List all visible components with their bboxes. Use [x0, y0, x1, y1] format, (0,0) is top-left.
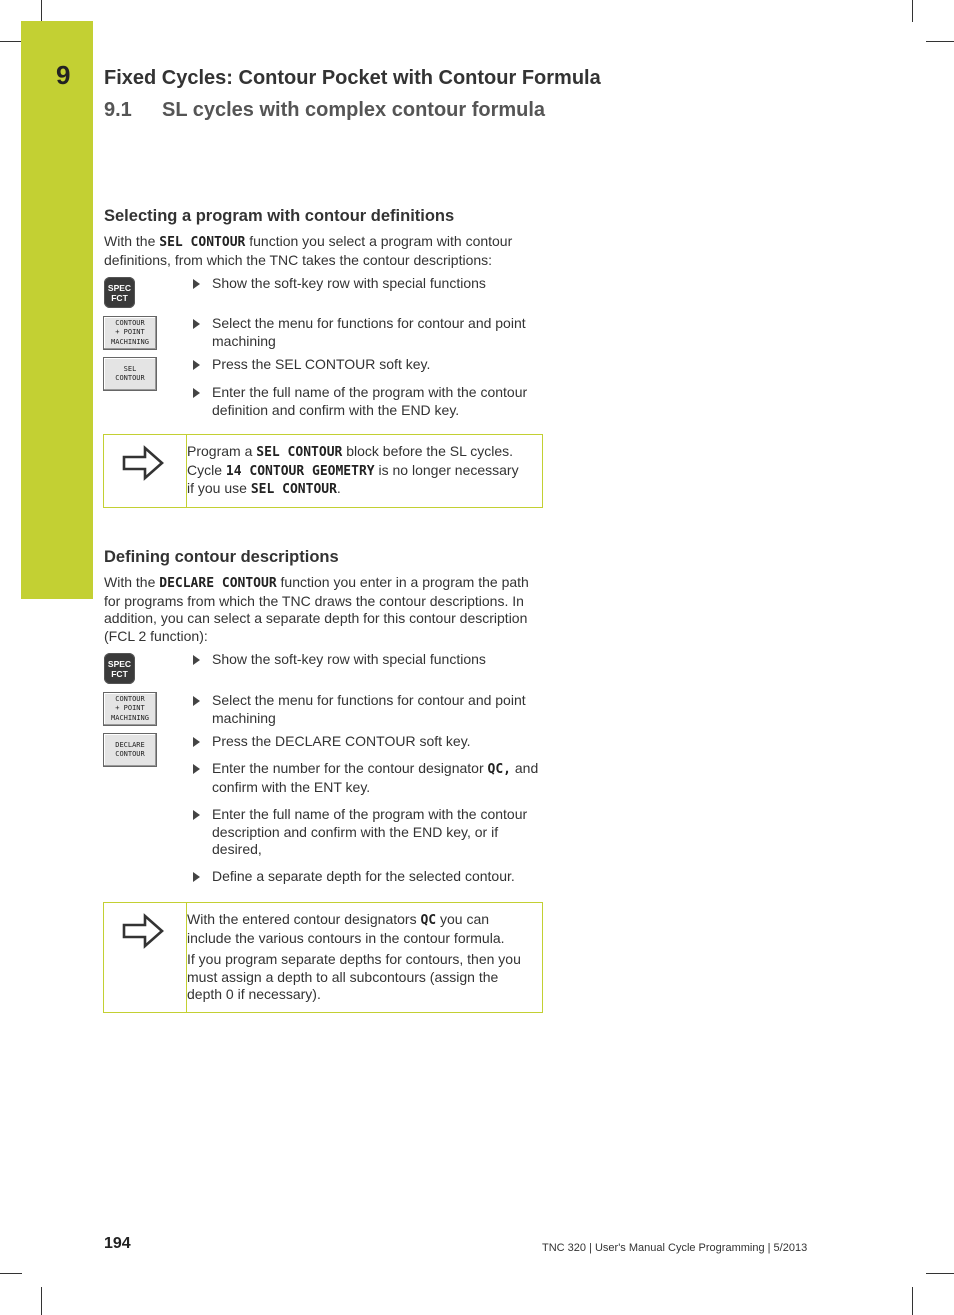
bullet-triangle-icon	[193, 388, 200, 398]
text: Program a	[187, 443, 257, 459]
crop-mark	[926, 1273, 954, 1274]
code: SEL CONTOUR	[256, 445, 343, 460]
code-qc: QC,	[487, 762, 511, 777]
step-item	[193, 356, 543, 374]
note-box	[103, 434, 543, 508]
step-text: Define a separate depth for the selected contour.	[212, 868, 515, 884]
key-label: FCT	[111, 668, 128, 679]
step-item	[193, 760, 543, 796]
crop-mark	[926, 41, 954, 42]
contour-point-machining-softkey[interactable]	[103, 692, 157, 726]
sel-intro	[104, 233, 549, 269]
code-qc: QC	[420, 913, 437, 928]
step-text: Enter the full name of the program with the contour definition and confirm with the END key.	[212, 384, 528, 418]
crop-mark	[912, 1287, 913, 1315]
page-number: 194	[104, 1235, 131, 1252]
section-title-text: SL cycles with complex contour formula	[162, 99, 546, 121]
bullet-triangle-icon	[193, 872, 200, 882]
bullet-triangle-icon	[193, 360, 200, 370]
crop-mark	[0, 1273, 22, 1274]
chapter-title: Fixed Cycles: Contour Pocket with Contour Formula	[104, 67, 601, 89]
note-text	[187, 911, 527, 1008]
step-text: Enter the full name of the program with the contour description and confirm with the END key, or if desired,	[212, 806, 528, 858]
key-label: SPEC	[107, 658, 132, 669]
step-text: Press the DECLARE CONTOUR soft key.	[212, 733, 471, 749]
text: .	[336, 480, 341, 497]
step-text: Select the menu for functions for contour and point machining	[212, 692, 526, 726]
step-item	[193, 384, 543, 419]
step-item	[193, 315, 543, 350]
decl-intro	[104, 574, 529, 645]
bullet-triangle-icon	[193, 279, 200, 289]
key-label: + POINT	[115, 328, 145, 337]
key-label: + POINT	[115, 704, 145, 713]
spec-fct-key[interactable]	[104, 277, 135, 308]
key-label: CONTOUR	[115, 318, 145, 327]
key-label: DECLARE	[115, 740, 145, 749]
step-item	[193, 806, 543, 859]
contour-point-machining-softkey[interactable]	[103, 316, 157, 350]
key-label: SEL	[123, 364, 137, 373]
step-item	[193, 651, 543, 669]
step-text: Show the soft-key row with special functions	[212, 651, 486, 667]
text: block before the SL cycles. Cycle	[187, 443, 514, 478]
note-paragraph	[187, 911, 527, 947]
text: function you select a program with contour definitions, from which the TNC takes the contour descriptions:	[104, 233, 513, 268]
text: Enter the number for the contour designator	[212, 760, 488, 776]
text: With the entered contour designators	[187, 911, 421, 927]
text: is no longer necessary if you use	[187, 461, 519, 497]
crop-mark	[912, 0, 913, 22]
footer-text: TNC 320 | User's Manual Cycle Programming | 5/2013	[542, 1242, 808, 1254]
key-label: CONTOUR	[115, 694, 145, 703]
chapter-tab	[21, 21, 93, 599]
sel-contour-softkey[interactable]	[103, 357, 157, 391]
code: SEL CONTOUR	[250, 482, 337, 498]
heading-selecting-program: Selecting a program with contour definitions	[104, 207, 455, 225]
step-item	[193, 868, 543, 886]
note-box	[103, 902, 543, 1013]
bullet-triangle-icon	[193, 764, 200, 774]
spec-fct-key[interactable]	[104, 653, 135, 684]
step-text: Show the soft-key row with special functions	[212, 275, 486, 291]
code-declare-contour: DECLARE CONTOUR	[159, 576, 277, 591]
key-label: MACHINING	[111, 337, 149, 346]
bullet-triangle-icon	[193, 319, 200, 329]
note-paragraph: If you program separate depths for contours, then you must assign a depth to all subcontours (assign the depth 0 if necessary).	[187, 951, 521, 1003]
crop-mark	[0, 41, 22, 42]
crop-mark	[41, 1287, 42, 1315]
section-title	[104, 99, 545, 122]
bullet-triangle-icon	[193, 655, 200, 665]
key-label: MACHINING	[111, 713, 149, 722]
key-label: CONTOUR	[115, 750, 145, 758]
text: you can include the various contours in the contour formula.	[187, 911, 505, 946]
chapter-number: 9	[56, 60, 71, 90]
text: With the	[104, 574, 160, 590]
note-text	[187, 443, 527, 499]
step-text: Select the menu for functions for contour and point machining	[212, 315, 526, 349]
code-sel-contour: SEL CONTOUR	[159, 235, 246, 250]
text: With the	[104, 233, 160, 249]
key-label: FCT	[111, 292, 128, 303]
arrow-right-icon	[121, 912, 165, 950]
text: and confirm with the ENT key.	[212, 760, 539, 795]
step-item	[193, 733, 543, 751]
step-item	[193, 692, 543, 727]
bullet-triangle-icon	[193, 737, 200, 747]
step-item	[193, 275, 543, 293]
bullet-triangle-icon	[193, 696, 200, 706]
bullet-triangle-icon	[193, 810, 200, 820]
text: function you enter in a program the path for programs from which the TNC draws the contour descriptions. In addition, you can select a separate depth for this contour description (FCL 2 function):	[104, 574, 529, 644]
arrow-right-icon	[121, 444, 165, 482]
declare-contour-softkey[interactable]	[103, 733, 157, 767]
crop-mark	[41, 0, 42, 22]
step-text	[212, 760, 543, 796]
key-label: SPEC	[107, 282, 132, 293]
key-label: CONTOUR	[115, 374, 145, 382]
step-text: Press the SEL CONTOUR soft key.	[212, 356, 431, 372]
section-number: 9.1	[104, 99, 132, 121]
code: 14 CONTOUR GEOMETRY	[225, 463, 375, 479]
heading-defining-contour: Defining contour descriptions	[104, 548, 339, 566]
